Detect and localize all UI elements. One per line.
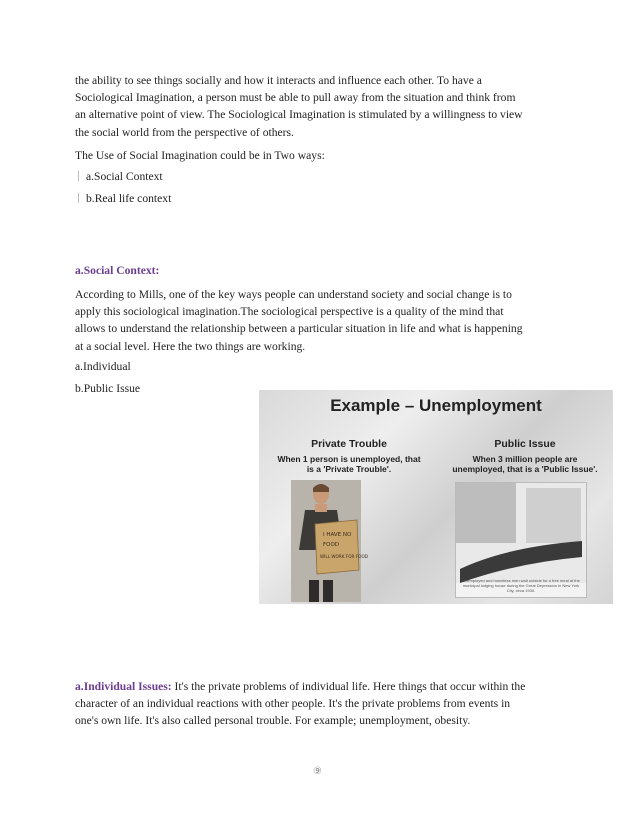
- social-context-paragraph: [75, 286, 575, 355]
- page-number: ⑨: [313, 766, 322, 777]
- way-item-real-life-context: b.Real life context: [78, 192, 171, 205]
- text-line: Sociological Imagination, a person must be able to pull away from the situation and think from: [75, 91, 516, 105]
- sign-line: I HAVE NO: [323, 532, 352, 538]
- bullet-box-icon: [78, 193, 84, 203]
- text-line: character of an individual reactions with other people. It's the private problems from events in: [75, 697, 511, 711]
- text-line: an alternative point of view. The Sociological Imagination is stimulated by a willingness to view: [75, 108, 523, 122]
- man-with-sign-photo: [291, 480, 368, 602]
- way-item-social-context: a.Social Context: [78, 170, 163, 183]
- text-line: the social world from the perspective of others.: [75, 125, 294, 139]
- private-trouble-title: Private Trouble: [311, 438, 387, 450]
- sign-line: WILL WORK FOR FOOD: [320, 554, 368, 559]
- individual-issues-paragraph: a.Individual Issues: It's the private problems of individual life. Here things that occur within the character of an individual reactions with other people. It's the private problems from events in one's own life. It's also called personal trouble. For example; unemployment, obesity.: [75, 678, 575, 730]
- private-trouble-text: When 1 person is unemployed, that is a 'Private Trouble'.: [277, 454, 421, 474]
- bullet-box-icon: [78, 171, 84, 181]
- text-line: allows to understand the relationship between a particular situation in life and what is happening: [75, 322, 523, 336]
- breadline-photo: [455, 482, 587, 598]
- individual-issues-heading: a.Individual Issues:: [75, 680, 172, 693]
- text-line: the ability to see things socially and how it interacts and influence each other. To have a: [75, 74, 482, 87]
- social-context-heading: a.Social Context:: [75, 264, 160, 277]
- unemployment-example-image: [259, 390, 613, 604]
- public-issue-text: When 3 million people are unemployed, that is a 'Public Issue'.: [452, 454, 598, 474]
- text-line: at a social level. Here the two things are working.: [75, 339, 306, 353]
- text-line: one's own life. It's also called personal trouble. For example; unemployment, obesity.: [75, 714, 471, 728]
- use-statement: The Use of Social Imagination could be in Two ways:: [75, 149, 325, 162]
- text-line: apply this sociological imagination.The sociological perspective is a quality of the mind that: [75, 305, 504, 319]
- figure-title: Example – Unemployment: [330, 396, 542, 415]
- sign-line: FOOD: [323, 542, 340, 548]
- breadline-caption: Unemployed and homeless men wait outside for a free meal at the municipal lodging house during the Great Depression in New York City, circa 1930.: [462, 578, 580, 593]
- public-issue-title: Public Issue: [494, 438, 556, 450]
- text-line: According to Mills, one of the key ways people can understand society and social change is to: [75, 288, 512, 301]
- list-item-individual: a.Individual: [75, 360, 131, 373]
- list-item-public-issue: b.Public Issue: [75, 382, 141, 395]
- intro-paragraph: [75, 72, 575, 141]
